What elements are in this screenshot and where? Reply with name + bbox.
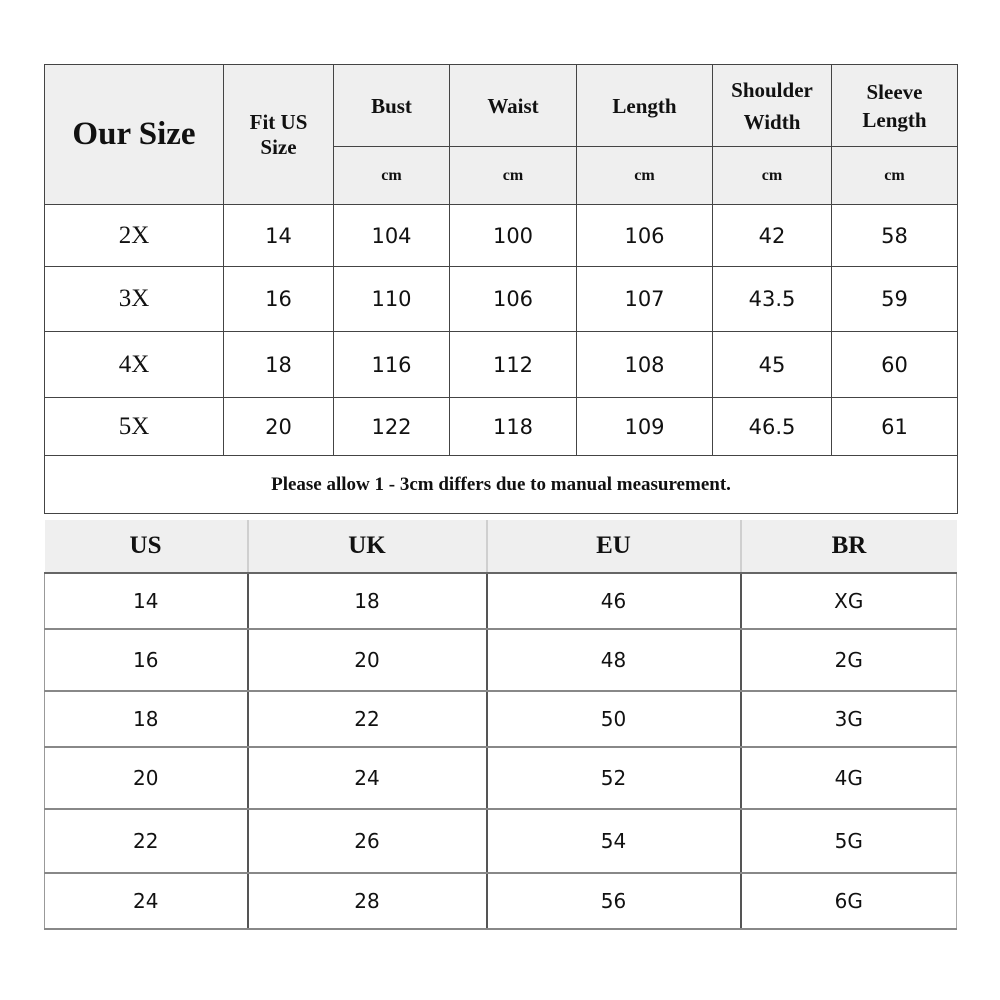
uk-cell: 22 (248, 691, 487, 747)
header-bust: Bust (334, 65, 450, 147)
unit-shoulder: cm (713, 147, 832, 205)
table-row (45, 747, 957, 809)
uk-cell: 24 (248, 747, 487, 809)
shoulder-cell: 46.5 (713, 398, 832, 456)
size-cell: 5X (45, 398, 224, 456)
us-cell: 14 (45, 573, 248, 629)
br-cell: 4G (741, 747, 957, 809)
length-cell: 109 (577, 398, 713, 456)
fit-us-cell: 20 (224, 398, 334, 456)
us-cell: 20 (45, 747, 248, 809)
header-fit-us-line2: Size (260, 134, 297, 159)
eu-cell: 46 (487, 573, 741, 629)
table-row (45, 205, 958, 267)
measurement-note: Please allow 1 - 3cm differs due to manual measurement. (45, 456, 958, 514)
table-row (45, 629, 957, 691)
shoulder-cell: 42 (713, 205, 832, 267)
sleeve-cell: 61 (832, 398, 958, 456)
table-row (45, 573, 957, 629)
header-waist: Waist (450, 65, 577, 147)
eu-cell: 56 (487, 873, 741, 929)
header-fit-us-line1: Fit US (249, 109, 308, 134)
eu-cell: 50 (487, 691, 741, 747)
header-shoulder-width (713, 65, 832, 147)
size-conversion-table (44, 520, 957, 930)
uk-cell: 28 (248, 873, 487, 929)
waist-cell: 112 (450, 332, 577, 398)
header-sleeve-line2: Length (862, 107, 927, 132)
header-sleeve-line1: Sleeve (866, 79, 923, 104)
size-measurement-table (44, 64, 958, 514)
table-row (45, 267, 958, 332)
bust-cell: 110 (334, 267, 450, 332)
size-cell: 2X (45, 205, 224, 267)
length-cell: 108 (577, 332, 713, 398)
fit-us-cell: 18 (224, 332, 334, 398)
waist-cell: 118 (450, 398, 577, 456)
sleeve-cell: 60 (832, 332, 958, 398)
shoulder-cell: 43.5 (713, 267, 832, 332)
uk-cell: 18 (248, 573, 487, 629)
unit-bust: cm (334, 147, 450, 205)
header-us: US (45, 520, 248, 573)
us-cell: 22 (45, 809, 248, 873)
table-row (45, 332, 958, 398)
header-our-size: Our Size (45, 65, 224, 205)
size-cell: 4X (45, 332, 224, 398)
header-length: Length (577, 65, 713, 147)
header-eu: EU (487, 520, 741, 573)
table-row (45, 809, 957, 873)
header-shoulder-line2: Width (743, 109, 801, 134)
br-cell: 5G (741, 809, 957, 873)
bust-cell: 116 (334, 332, 450, 398)
br-cell: XG (741, 573, 957, 629)
size-cell: 3X (45, 267, 224, 332)
header-fit-us-size (224, 65, 334, 205)
eu-cell: 48 (487, 629, 741, 691)
header-br: BR (741, 520, 957, 573)
shoulder-cell: 45 (713, 332, 832, 398)
br-cell: 3G (741, 691, 957, 747)
sleeve-cell: 58 (832, 205, 958, 267)
header-shoulder-line1: Shoulder (731, 77, 813, 102)
header-uk: UK (248, 520, 487, 573)
unit-waist: cm (450, 147, 577, 205)
length-cell: 107 (577, 267, 713, 332)
header-sleeve-length (832, 65, 958, 147)
length-cell: 106 (577, 205, 713, 267)
us-cell: 24 (45, 873, 248, 929)
waist-cell: 106 (450, 267, 577, 332)
eu-cell: 54 (487, 809, 741, 873)
bust-cell: 104 (334, 205, 450, 267)
us-cell: 18 (45, 691, 248, 747)
fit-us-cell: 16 (224, 267, 334, 332)
us-cell: 16 (45, 629, 248, 691)
br-cell: 2G (741, 629, 957, 691)
fit-us-cell: 14 (224, 205, 334, 267)
table-row (45, 398, 958, 456)
waist-cell: 100 (450, 205, 577, 267)
bust-cell: 122 (334, 398, 450, 456)
unit-length: cm (577, 147, 713, 205)
sleeve-cell: 59 (832, 267, 958, 332)
uk-cell: 20 (248, 629, 487, 691)
unit-sleeve: cm (832, 147, 958, 205)
uk-cell: 26 (248, 809, 487, 873)
table-row (45, 691, 957, 747)
br-cell: 6G (741, 873, 957, 929)
table-row (45, 873, 957, 929)
eu-cell: 52 (487, 747, 741, 809)
